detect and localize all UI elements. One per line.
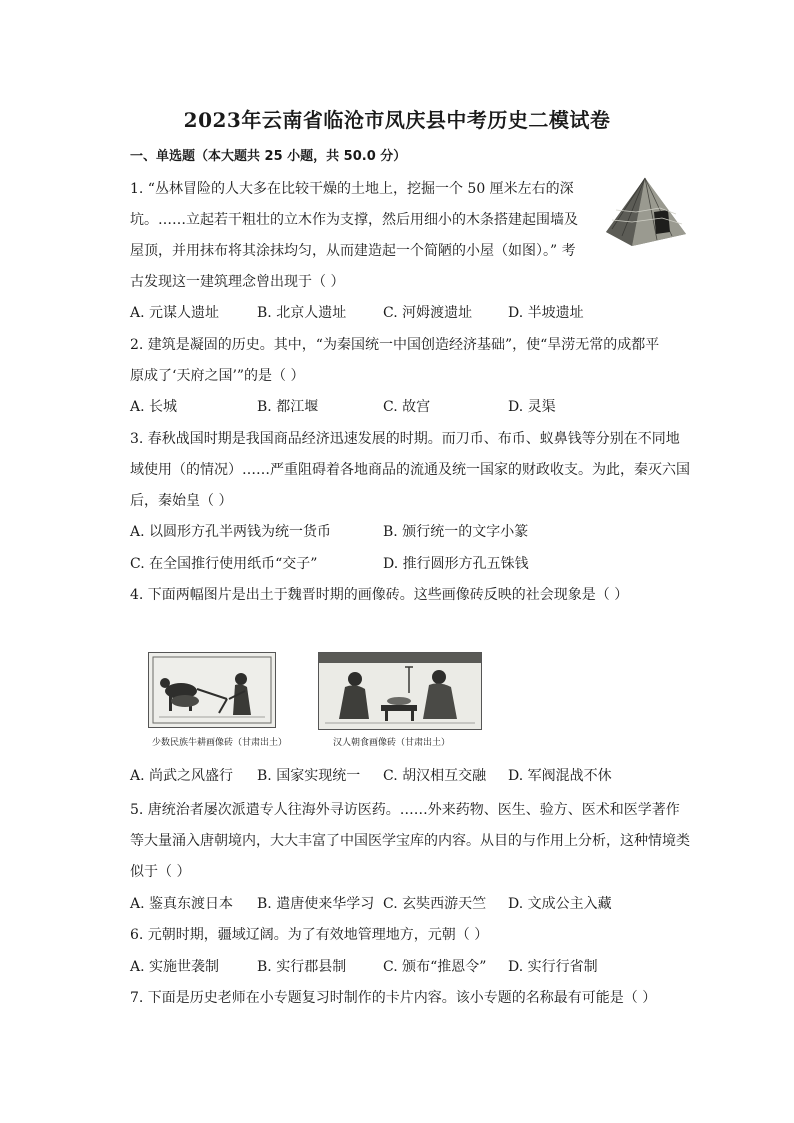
han-meal-brick-image: [318, 652, 482, 730]
han-meal-caption: 汉人朝食画像砖（甘肃出土）: [333, 738, 451, 748]
q2-option-d[interactable]: D. 灵渠: [508, 399, 556, 415]
q2-line-2: 原成了‘天府之国’”的是（ ）: [130, 368, 305, 384]
section-heading: 一、单选题（本大题共 25 小题，共 50.0 分）: [130, 149, 407, 164]
q3-option-a[interactable]: A. 以圆形方孔半两钱为统一货币: [130, 524, 332, 540]
q6-option-c[interactable]: C. 颁布“推恩令”: [383, 959, 487, 975]
q5-line-1: 5. 唐统治者屡次派遣专人往海外寻访医药。……外来药物、医生、验方、医术和医学著作: [130, 802, 680, 818]
q5-option-b[interactable]: B. 遣唐使来华学习: [257, 896, 375, 912]
q6-option-d[interactable]: D. 实行行省制: [508, 959, 598, 975]
q1-line-1: 1. “丛林冒险的人大多在比较干燥的土地上，挖掘一个 50 厘米左右的深: [130, 181, 574, 197]
q5-line-2: 等大量涌入唐朝境内，大大丰富了中国医学宝库的内容。从目的与作用上分析，这种情境类: [130, 833, 690, 849]
q3-option-d[interactable]: D. 推行圆形方孔五铢钱: [383, 556, 529, 572]
q3-line-3: 后，秦始皇（ ）: [130, 493, 233, 509]
q5-option-a[interactable]: A. 鉴真东渡日本: [130, 896, 234, 912]
q4-line-1: 4. 下面两幅图片是出土于魏晋时期的画像砖。这些画像砖反映的社会现象是（ ）: [130, 587, 629, 603]
ox-plowing-brick-image: [148, 652, 276, 728]
q5-line-3: 似于（ ）: [130, 864, 191, 880]
q1-line-4: 古发现这一建筑理念曾出现于（ ）: [130, 274, 345, 290]
q3-line-2: 域使用（的情况）……严重阻碍着各地商品的流通及统一国家的财政收支。为此，秦灭六国: [130, 462, 690, 478]
q2-option-a[interactable]: A. 长城: [130, 399, 178, 415]
q3-option-c[interactable]: C. 在全国推行使用纸币“交子”: [130, 556, 318, 572]
q1-line-3: 屋顶，并用抹布将其涂抹均匀，从而建造起一个简陋的小屋（如图）。” 考: [130, 243, 576, 259]
q1-option-c[interactable]: C. 河姆渡遗址: [383, 305, 473, 321]
q4-option-b[interactable]: B. 国家实现统一: [257, 768, 361, 784]
q1-option-d[interactable]: D. 半坡遗址: [508, 305, 584, 321]
q2-line-1: 2. 建筑是凝固的历史。其中，“为秦国统一中国创造经济基础”，使“旱涝无常的成都平: [130, 337, 660, 353]
q3-option-b[interactable]: B. 颁行统一的文字小篆: [383, 524, 529, 540]
q6-option-b[interactable]: B. 实行郡县制: [257, 959, 347, 975]
q4-option-c[interactable]: C. 胡汉相互交融: [383, 768, 487, 784]
q6-option-a[interactable]: A. 实施世袭制: [130, 959, 220, 975]
hut-illustration: [602, 174, 688, 250]
exam-title: 2023年云南省临沧市凤庆县中考历史二模试卷: [183, 108, 611, 132]
q5-option-c[interactable]: C. 玄奘西游天竺: [383, 896, 487, 912]
q1-option-b[interactable]: B. 北京人遗址: [257, 305, 347, 321]
q2-option-b[interactable]: B. 都江堰: [257, 399, 319, 415]
q4-option-d[interactable]: D. 军阀混战不休: [508, 768, 612, 784]
q1-option-a[interactable]: A. 元谋人遗址: [130, 305, 220, 321]
q3-line-1: 3. 春秋战国时期是我国商品经济迅速发展的时期。而刀币、布币、蚁鼻钱等分别在不同地: [130, 431, 680, 447]
q5-option-d[interactable]: D. 文成公主入藏: [508, 896, 612, 912]
q2-option-c[interactable]: C. 故宫: [383, 399, 431, 415]
q6-line-1: 6. 元朝时期，疆域辽阔。为了有效地管理地方，元朝（ ）: [130, 927, 489, 943]
ox-plowing-caption: 少数民族牛耕画像砖（甘肃出土）: [152, 738, 288, 748]
q4-option-a[interactable]: A. 尚武之风盛行: [130, 768, 234, 784]
q7-line-1: 7. 下面是历史老师在小专题复习时制作的卡片内容。该小专题的名称最有可能是（ ）: [130, 990, 657, 1006]
q1-line-2: 坑。……立起若干粗壮的立木作为支撑，然后用细小的木条搭建起围墙及: [130, 212, 578, 228]
